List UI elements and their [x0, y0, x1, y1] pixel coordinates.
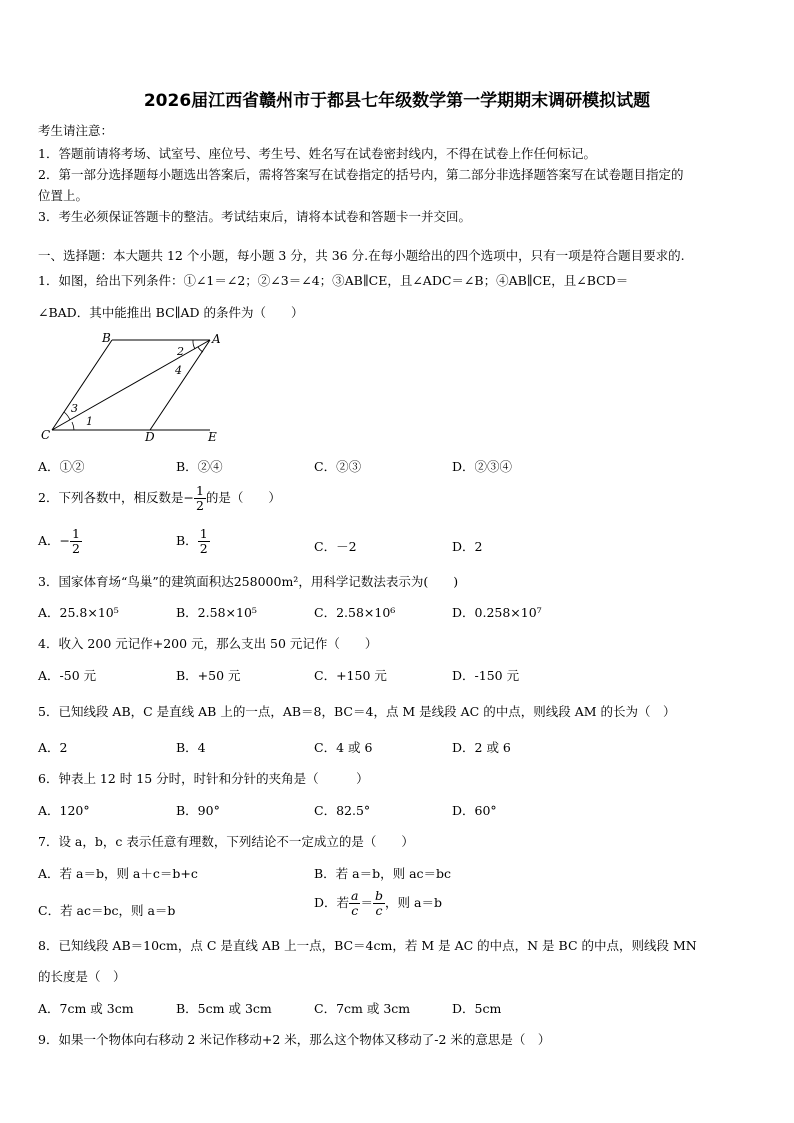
q6-option-a: A．120° [38, 803, 90, 818]
q4-option-c: C．+150 元 [314, 668, 387, 683]
q1-stem-line2: ∠BAD．其中能推出 BC∥AD 的条件为（ ） [38, 305, 304, 320]
q7-option-c: C．若 ac＝bc，则 a＝b [38, 903, 176, 918]
q6-stem: 6．钟表上 12 时 15 分时，时针和分针的夹角是（ ） [38, 771, 369, 786]
q2-stem-pre: 2．下列各数中，相反数是 [38, 489, 184, 505]
q8-option-a: A．7cm 或 3cm [38, 1001, 134, 1016]
q8-option-b: B．5cm 或 3cm [176, 1001, 272, 1016]
q3-option-d: D．0.258×10⁷ [452, 605, 542, 620]
q2-option-b: B． $\frac{1}{2}$ [176, 526, 208, 556]
q6-option-c: C．82.5° [314, 803, 371, 818]
q7-option-b: B．若 a＝b，则 ac＝bc [314, 866, 452, 881]
q3-option-c: C．2.58×10⁶ [314, 605, 396, 620]
fig-label-B: B [102, 331, 111, 345]
q3-stem: 3．国家体育场“鸟巢”的建筑面积达258000m²，用科学记数法表示为( ) [38, 574, 459, 589]
fig-label-E: E [208, 430, 217, 444]
fig-label-D: D [145, 430, 155, 444]
notice-item-2: 2．第一部分选择题每小题选出答案后，需将答案写在试卷指定的括号内，第二部分非选择题答案写在试卷题目指定的 [38, 167, 684, 182]
q3-option-a: A．25.8×10⁵ [38, 605, 119, 620]
notice-item-1: 1．答题前请将考场、试室号、座位号、考生号、姓名写在试卷密封线内，不得在试卷上作任何标记。 [38, 146, 596, 161]
q6-option-b: B．90° [176, 803, 220, 818]
q1-option-c: C．②③ [314, 459, 362, 474]
section-heading: 一、选择题：本大题共 12 个小题，每小题 3 分，共 36 分.在每小题给出的四个选项中，只有一项是符合题目要求的. [38, 248, 685, 263]
q7-stem: 7．设 a，b，c 表示任意有理数，下列结论不一定成立的是（ ） [38, 834, 414, 849]
q1-option-a: A．①② [38, 459, 85, 474]
q5-option-a: A．2 [38, 740, 68, 755]
q6-option-d: D．60° [452, 803, 497, 818]
q2-option-d: D．2 [452, 539, 483, 554]
q1-figure [38, 330, 228, 445]
fig-label-A: A [212, 332, 221, 346]
q5-stem: 5．已知线段 AB，C 是直线 AB 上的一点，AB＝8，BC＝4，点 M 是线段 AC 的中点，则线段 AM 的长为（ ） [38, 704, 676, 719]
q9-stem: 9．如果一个物体向右移动 2 米记作移动+2 米，那么这个物体又移动了-2 米的意思是（ ） [38, 1032, 551, 1047]
q4-option-a: A．-50 元 [38, 668, 97, 683]
q2-option-c: C．－2 [314, 539, 357, 554]
q2-option-a: A．− $\frac{1}{2}$ [38, 526, 80, 556]
q3-option-b: B．2.58×10⁵ [176, 605, 257, 620]
q7-option-a: A．若 a＝b，则 a＋c＝b+c [38, 866, 198, 881]
q4-option-b: B．+50 元 [176, 668, 241, 683]
fig-label-1: 1 [86, 415, 93, 428]
q8-option-d: D．5cm [452, 1001, 502, 1016]
page-title: 2026届江西省赣州市于都县七年级数学第一学期期末调研模拟试题 [143, 91, 651, 111]
notice-heading: 考生请注意： [38, 123, 114, 138]
q4-option-d: D．-150 元 [452, 668, 520, 683]
q8-stem-line2: 的长度是（ ） [38, 969, 126, 984]
notice-item-3: 3．考生必须保证答题卡的整洁。考试结束后，请将本试卷和答题卡一并交回。 [38, 209, 471, 224]
notice-item-2-cont: 位置上。 [38, 188, 89, 203]
q1-option-b: B．②④ [176, 459, 223, 474]
q1-stem-line1: 1．如图，给出下列条件：①∠1＝∠2；②∠3＝∠4；③AB∥CE，且∠ADC＝∠B；④AB∥CE，且∠BCD＝ [38, 273, 629, 288]
q5-option-d: D．2 或 6 [452, 740, 511, 755]
q2-stem: 2．下列各数中，相反数是− $\frac{1}{2}$ 的是（ ） [38, 483, 281, 513]
q1-option-d: D．②③④ [452, 459, 513, 474]
fig-label-2: 2 [177, 345, 184, 358]
q4-stem: 4．收入 200 元记作+200 元，那么支出 50 元记作（ ） [38, 636, 378, 651]
q8-option-c: C．7cm 或 3cm [314, 1001, 411, 1016]
q2-stem-post: 的是（ ） [205, 489, 281, 505]
fig-label-3: 3 [71, 402, 78, 415]
q5-option-c: C．4 或 6 [314, 740, 373, 755]
q8-stem-line1: 8．已知线段 AB＝10cm，点 C 是直线 AB 上一点，BC＝4cm，若 M 是 AC 的中点，N 是 BC 的中点，则线段 MN [38, 938, 697, 953]
q2-stem-fraction: $\frac{1}{2}$ [195, 483, 204, 513]
q7-option-d: D．若 $\frac{a}{c}$ ＝ $\frac{b}{c}$ ，则 a＝b [314, 888, 442, 918]
fig-label-C: C [41, 428, 51, 442]
fig-label-4: 4 [175, 364, 182, 377]
q5-option-b: B．4 [176, 740, 206, 755]
